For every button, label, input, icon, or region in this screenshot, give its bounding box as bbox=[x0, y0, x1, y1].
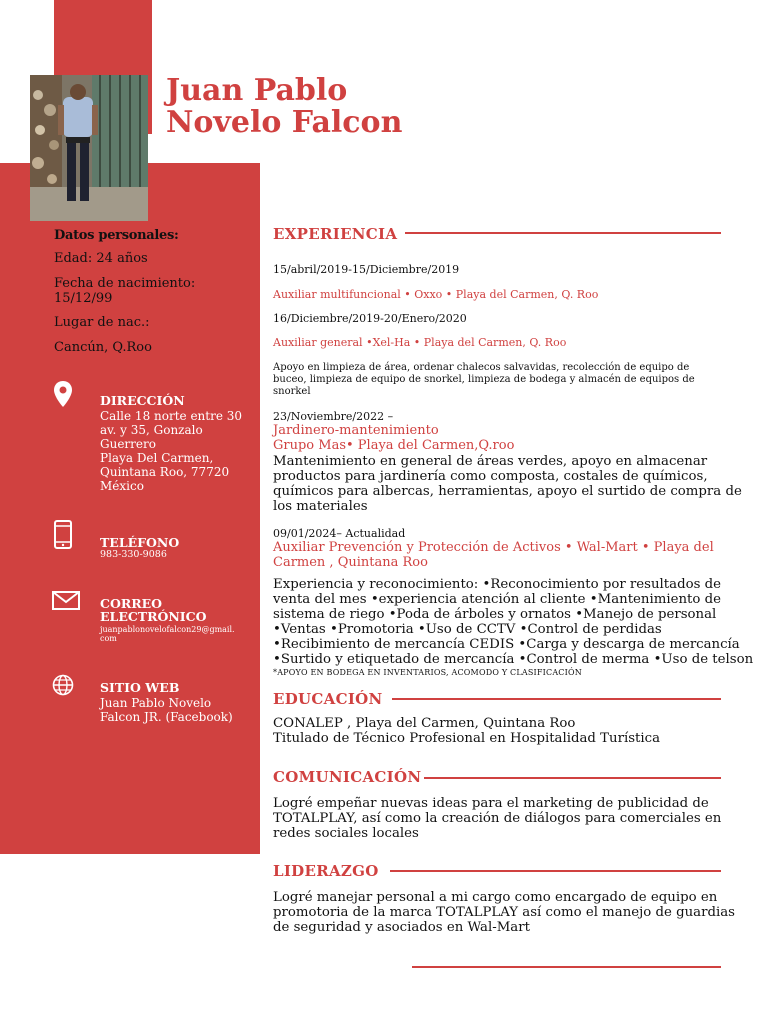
address-line: av. y 35, Gonzalo bbox=[100, 423, 203, 437]
job-description: •Ventas •Promotoria •Uso de CCTV •Control de perdidas bbox=[273, 622, 662, 637]
leadership-line: de seguridad y asociados en Wal-Mart bbox=[273, 920, 530, 935]
location-pin-icon bbox=[52, 380, 74, 412]
email-title: CORREO bbox=[100, 596, 163, 611]
candidate-name bbox=[166, 75, 402, 139]
website-line[interactable]: Falcon JR. (Facebook) bbox=[100, 710, 233, 724]
job-description: los materiales bbox=[273, 499, 368, 514]
address-line: Quintana Roo, 77720 bbox=[100, 465, 230, 479]
leadership-line: Logré manejar personal a mi cargo como encargado de equipo en bbox=[273, 890, 718, 905]
phone-title: TELÉFONO bbox=[100, 535, 180, 550]
age: Edad: 24 años bbox=[54, 251, 148, 266]
envelope-icon bbox=[52, 591, 80, 615]
job-description: •Surtido y etiquetado de mercancía •Control de merma •Uso de telson bbox=[273, 652, 754, 667]
education-line: CONALEP , Playa del Carmen, Quintana Roo bbox=[273, 716, 576, 731]
experience-title: EXPERIENCIA bbox=[273, 225, 398, 243]
email-address-line2[interactable]: com bbox=[100, 634, 117, 643]
job-description: sistema de riego •Poda de árboles y ornatos •Manejo de personal bbox=[273, 607, 717, 622]
website-title: SITIO WEB bbox=[100, 680, 180, 695]
job-role-line2: Carmen , Quintana Roo bbox=[273, 555, 428, 570]
personal-data-heading: Datos personales: bbox=[54, 228, 179, 243]
footer-divider bbox=[412, 966, 721, 968]
leadership-line: promotoria de la marca TOTALPLAY así como el manejo de guardias bbox=[273, 905, 735, 920]
job-role: Jardinero-mantenimiento bbox=[273, 423, 439, 438]
globe-icon bbox=[52, 674, 74, 700]
sidebar-panel bbox=[0, 163, 260, 854]
birth-date: 15/12/99 bbox=[54, 291, 113, 306]
section-divider bbox=[405, 232, 721, 234]
job-description: Mantenimiento en general de áreas verdes, apoyo en almacenar bbox=[273, 454, 708, 469]
job-dates: 09/01/2024– Actualidad bbox=[273, 527, 406, 540]
communication-line: Logré empeñar nuevas ideas para el marketing de publicidad de bbox=[273, 796, 709, 811]
address-line: México bbox=[100, 479, 144, 493]
education-line: Titulado de Técnico Profesional en Hospitalidad Turística bbox=[273, 731, 660, 746]
last-name: Novelo Falcon bbox=[166, 105, 403, 140]
phone-number[interactable]: 983-330-9086 bbox=[100, 549, 167, 560]
job-role: Auxiliar Prevención y Protección de Activos • Wal-Mart • Playa del bbox=[273, 540, 714, 555]
phone-icon bbox=[52, 520, 74, 554]
job-description: Apoyo en limpieza de área, ordenar chalecos salvavidas, recolección de equipo de bbox=[273, 362, 690, 373]
first-name: Juan Pablo bbox=[166, 73, 348, 108]
birth-place: Cancún, Q.Roo bbox=[54, 340, 152, 355]
email-title-line2: ELECTRÓNICO bbox=[100, 609, 207, 624]
job-description: productos para jardinería como composta, costales de químicos, bbox=[273, 469, 708, 484]
leadership-title: LIDERAZGO bbox=[273, 862, 379, 880]
section-divider bbox=[424, 777, 721, 779]
communication-title: COMUNICACIÓN bbox=[273, 768, 422, 786]
communication-line: redes sociales locales bbox=[273, 826, 419, 841]
job-description: snorkel bbox=[273, 386, 311, 397]
job-description: •Recibimiento de mercancía CEDIS •Carga y descarga de mercancía bbox=[273, 637, 740, 652]
job-role: Auxiliar multifuncional • Oxxo • Playa del Carmen, Q. Roo bbox=[273, 288, 599, 301]
email-address[interactable]: juanpablonovelofalcon29@gmail. bbox=[100, 625, 235, 634]
address-line: Guerrero bbox=[100, 437, 156, 451]
education-title: EDUCACIÓN bbox=[273, 690, 383, 708]
job-dates: 16/Diciembre/2019-20/Enero/2020 bbox=[273, 312, 467, 325]
address-line: Playa Del Carmen, bbox=[100, 451, 214, 465]
job-role: Auxiliar general •Xel-Ha • Playa del Carmen, Q. Roo bbox=[273, 336, 567, 349]
job-description: buceo, limpieza de equipo de snorkel, limpieza de bodega y almacén de equipos de bbox=[273, 374, 695, 385]
job-dates: 23/Noviembre/2022 – bbox=[273, 410, 394, 423]
communication-line: TOTALPLAY, así como la creación de diálogos para comerciales en bbox=[273, 811, 722, 826]
profile-photo bbox=[30, 75, 148, 221]
job-company: Grupo Mas• Playa del Carmen,Q.roo bbox=[273, 438, 515, 453]
section-divider bbox=[392, 698, 721, 700]
job-note: *APOYO EN BODEGA EN INVENTARIOS, ACOMODO Y CLASIFICACIÓN bbox=[273, 668, 582, 677]
job-description: venta del mes •experiencia atención al cliente •Mantenimiento de bbox=[273, 592, 721, 607]
job-dates: 15/abril/2019-15/Diciembre/2019 bbox=[273, 263, 460, 276]
job-description: Experiencia y reconocimiento: •Reconocimiento por resultados de bbox=[273, 577, 722, 592]
birth-place-label: Lugar de nac.: bbox=[54, 315, 150, 330]
address-title: DIRECCIÓN bbox=[100, 393, 185, 408]
section-divider bbox=[390, 870, 721, 872]
job-description: químicos para albercas, herramientas, apoyo el surtido de compra de bbox=[273, 484, 742, 499]
website-line[interactable]: Juan Pablo Novelo bbox=[100, 696, 212, 710]
address-line: Calle 18 norte entre 30 bbox=[100, 409, 243, 423]
birth-label: Fecha de nacimiento: bbox=[54, 276, 196, 291]
